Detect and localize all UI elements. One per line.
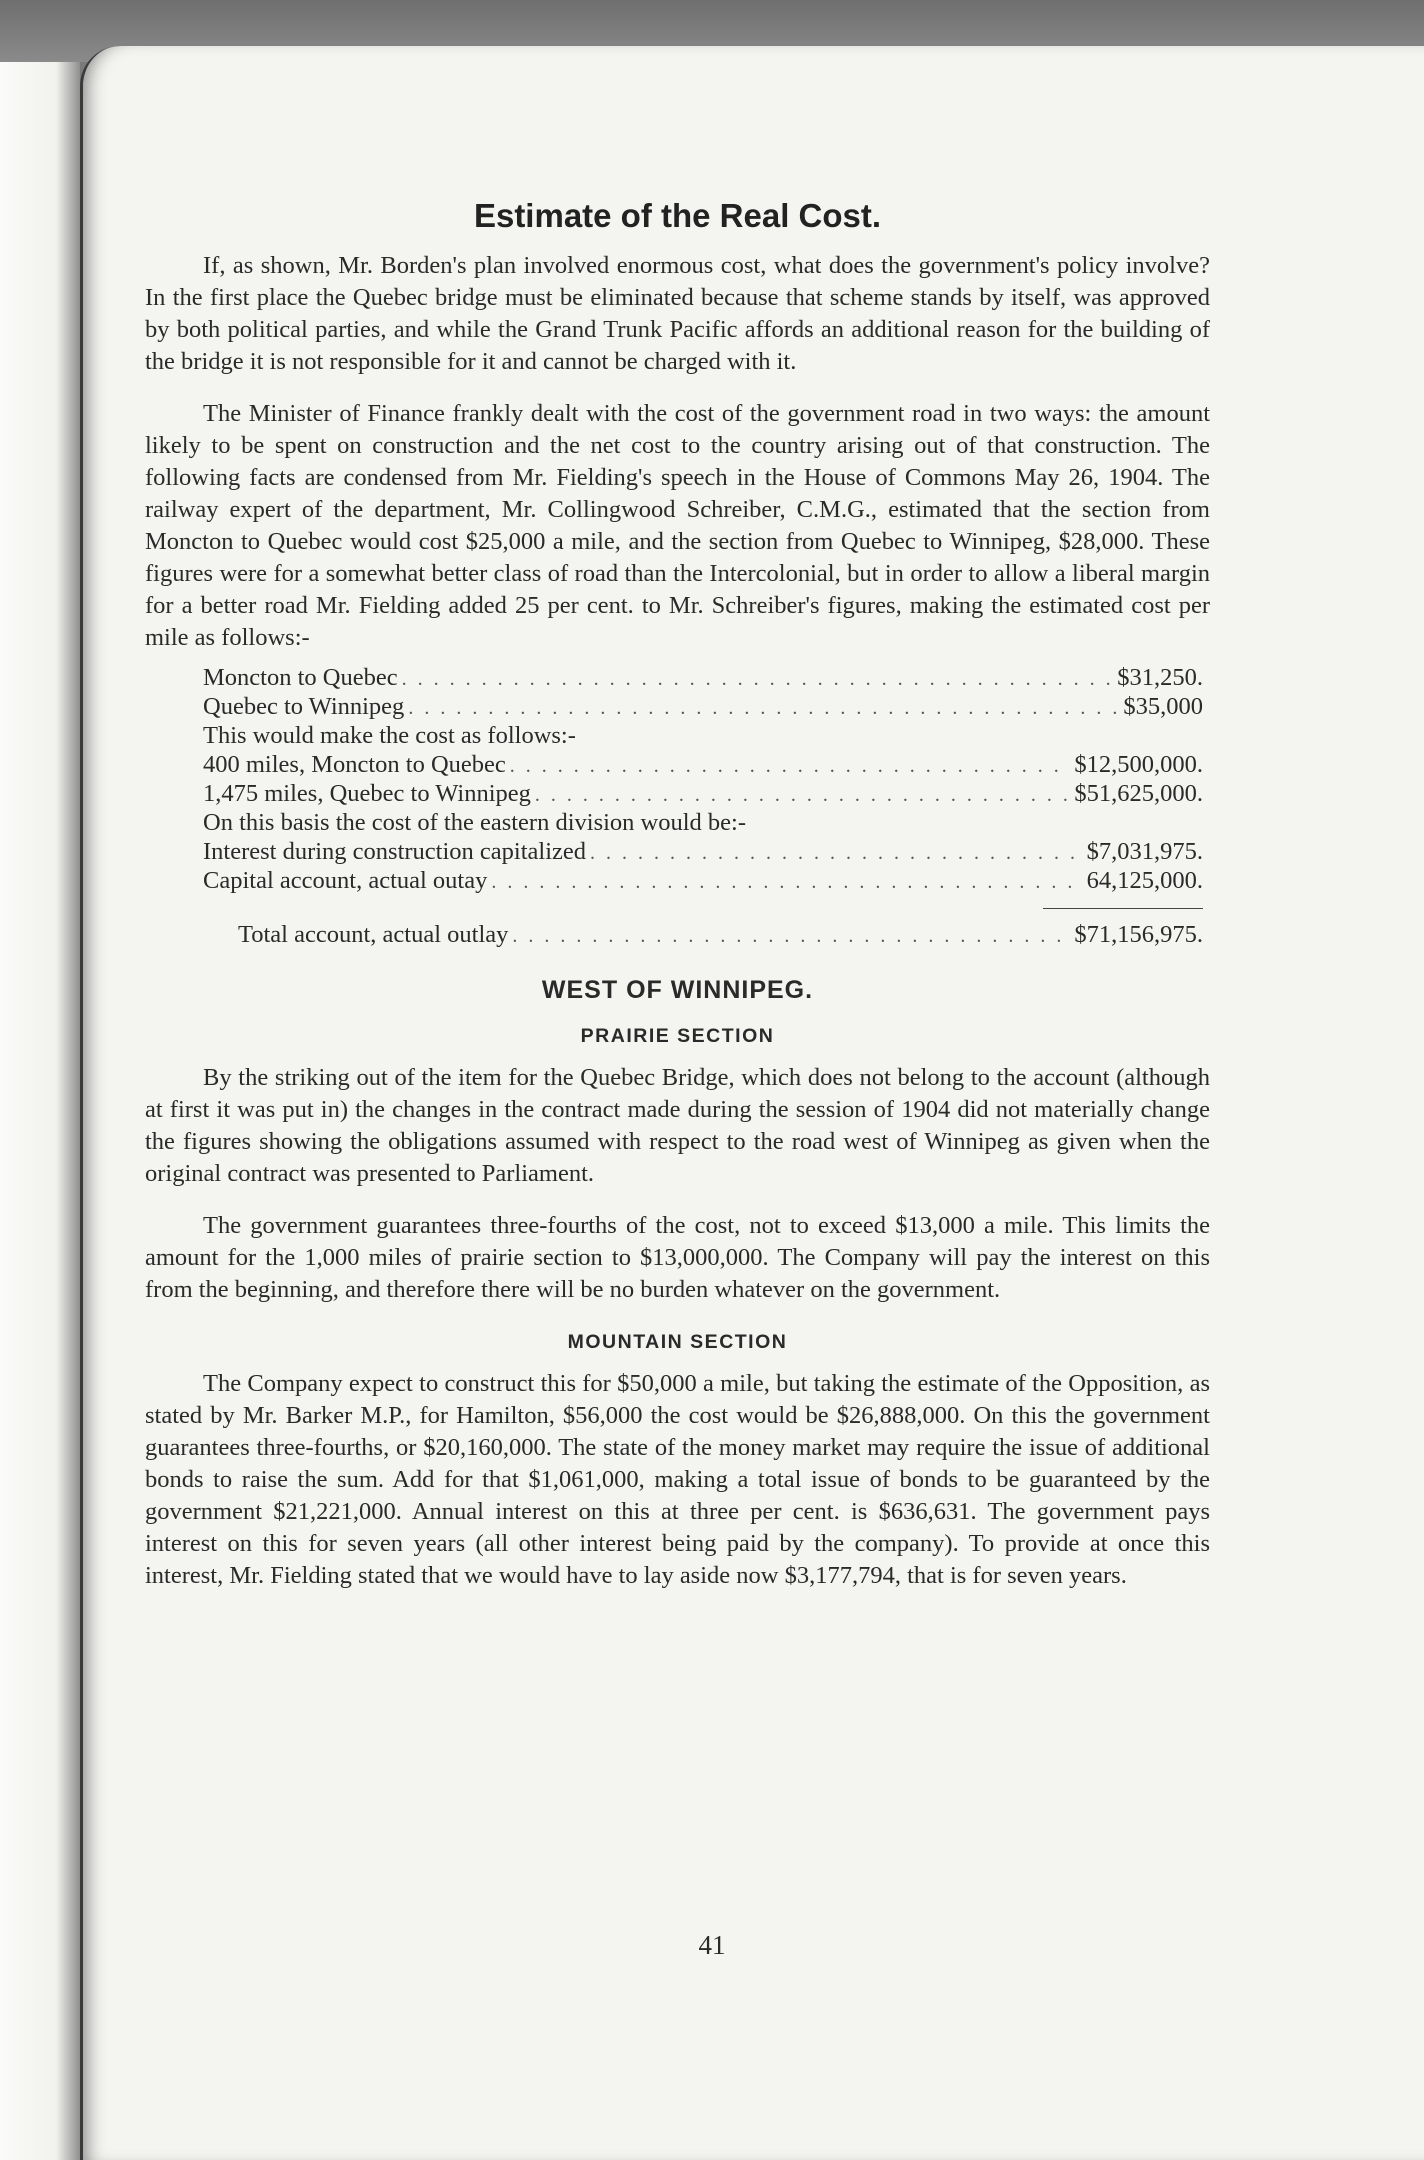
mountain-heading: MOUNTAIN SECTION (567, 1331, 788, 1353)
prairie-paragraph-2: The government guarantees three-fourths of the cost, not to exceed $13,000 a mile. This limits the amount for the 1,000 miles of prairie section to $13,000,000. The Company will pay the interest on this from the beginning, and therefore there will be no burden whatever on the government. (145, 1212, 1210, 1303)
ledger-note: On this basis the cost of the eastern division would be:- (203, 809, 746, 836)
prairie-heading: PRAIRIE SECTION (580, 1025, 775, 1047)
ledger-row (203, 662, 1203, 691)
total-rule (1043, 908, 1203, 909)
leader-dots (512, 920, 1070, 952)
facing-page-edge (0, 62, 80, 2160)
ledger-row (203, 865, 1203, 894)
ledger-row (203, 778, 1203, 807)
ledger-amount: $12,500,000. (1074, 751, 1203, 778)
ledger-amount: $35,000 (1123, 693, 1203, 720)
west-heading: WEST OF WINNIPEG. (541, 976, 814, 1004)
mountain-paragraph: The Company expect to construct this for $50,000 a mile, but taking the estimate of the Opposition, as stated by Mr. Barker M.P., for Hamilton, $56,000 the cost would be $26,888,000. On this the government guarantees three-fourths, or $20,160,000. The state of the money market may require the issue of additional bonds to raise the sum. Add for that $1,061,000, making a total issue of bonds to be guaranteed by the government $21,221,000. Annual interest on this at three per cent. is $636,631. The government pays interest on this for seven years (all other interest being paid by the company). To provide at once this interest, Mr. Fielding stated that we would have to lay aside now $3,177,794, that is for seven years. (145, 1370, 1210, 1589)
ledger-label: 1,475 miles, Quebec to Winnipeg (203, 780, 531, 807)
ledger-label: Quebec to Winnipeg (203, 693, 405, 720)
ledger-label: Interest during construction capitalized (203, 838, 587, 865)
leader-dots (402, 663, 1114, 695)
ledger-label: Moncton to Quebec (203, 664, 398, 691)
ledger-row (203, 691, 1203, 720)
page-title: Estimate of the Real Cost. (473, 197, 882, 234)
ledger-amount: $31,250. (1117, 664, 1203, 691)
ledger-note: This would make the cost as follows:- (203, 722, 576, 749)
ledger-label: 400 miles, Moncton to Quebec (203, 751, 506, 778)
ledger-label: Capital account, actual outay (203, 867, 488, 894)
ledger-amount: $51,625,000. (1074, 780, 1203, 807)
page-content (145, 197, 1210, 1612)
prairie-paragraph-1: By the striking out of the item for the Quebec Bridge, which does not belong to the account (although at first it was put in) the changes in the contract made during the session of 1904 did not materially change the figures showing the obligations assumed with respect to the road west of Winnipeg as given when the original contract was presented to Parliament. (145, 1064, 1210, 1187)
total-amount: $71,156,975. (1074, 921, 1203, 948)
leader-dots (491, 866, 1082, 898)
total-label: Total account, actual outlay (238, 921, 509, 948)
ledger-amount: 64,125,000. (1086, 867, 1203, 894)
ledger-row (203, 836, 1203, 865)
ledger-row (203, 749, 1203, 778)
intro-paragraph-2: The Minister of Finance frankly dealt with the cost of the government road in two ways: the amount likely to be spent on construction and the net cost to the country arising out of that construction. The following facts are condensed from Mr. Fielding's speech in the House of Commons May 26, 1904. The railway expert of the department, Mr. Collingwood Schreiber, C.M.G., estimated that the section from Moncton to Quebec would cost $25,000 a mile, and the section from Quebec to Winnipeg, $28,000. These figures were for a somewhat better class of road than the Intercolonial, but in order to allow a liberal margin for a better road Mr. Fielding added 25 per cent. to Mr. Schreiber's figures, making the estimated cost per mile as follows:- (145, 400, 1210, 651)
leader-dots (590, 837, 1083, 869)
cost-ledger (203, 662, 1203, 948)
page-number: 41 (698, 1930, 726, 1960)
ledger-total-row (238, 919, 1203, 948)
intro-paragraph-1: If, as shown, Mr. Borden's plan involved enormous cost, what does the government's policy involve? In the first place the Quebec bridge must be eliminated because that scheme stands by itself, was approved by both political parties, and while the Grand Trunk Pacific affords an additional reason for the building of the bridge it is not responsible for it and cannot be charged with it. (145, 252, 1210, 375)
ledger-amount: $7,031,975. (1086, 838, 1203, 865)
leader-dots (510, 750, 1071, 782)
